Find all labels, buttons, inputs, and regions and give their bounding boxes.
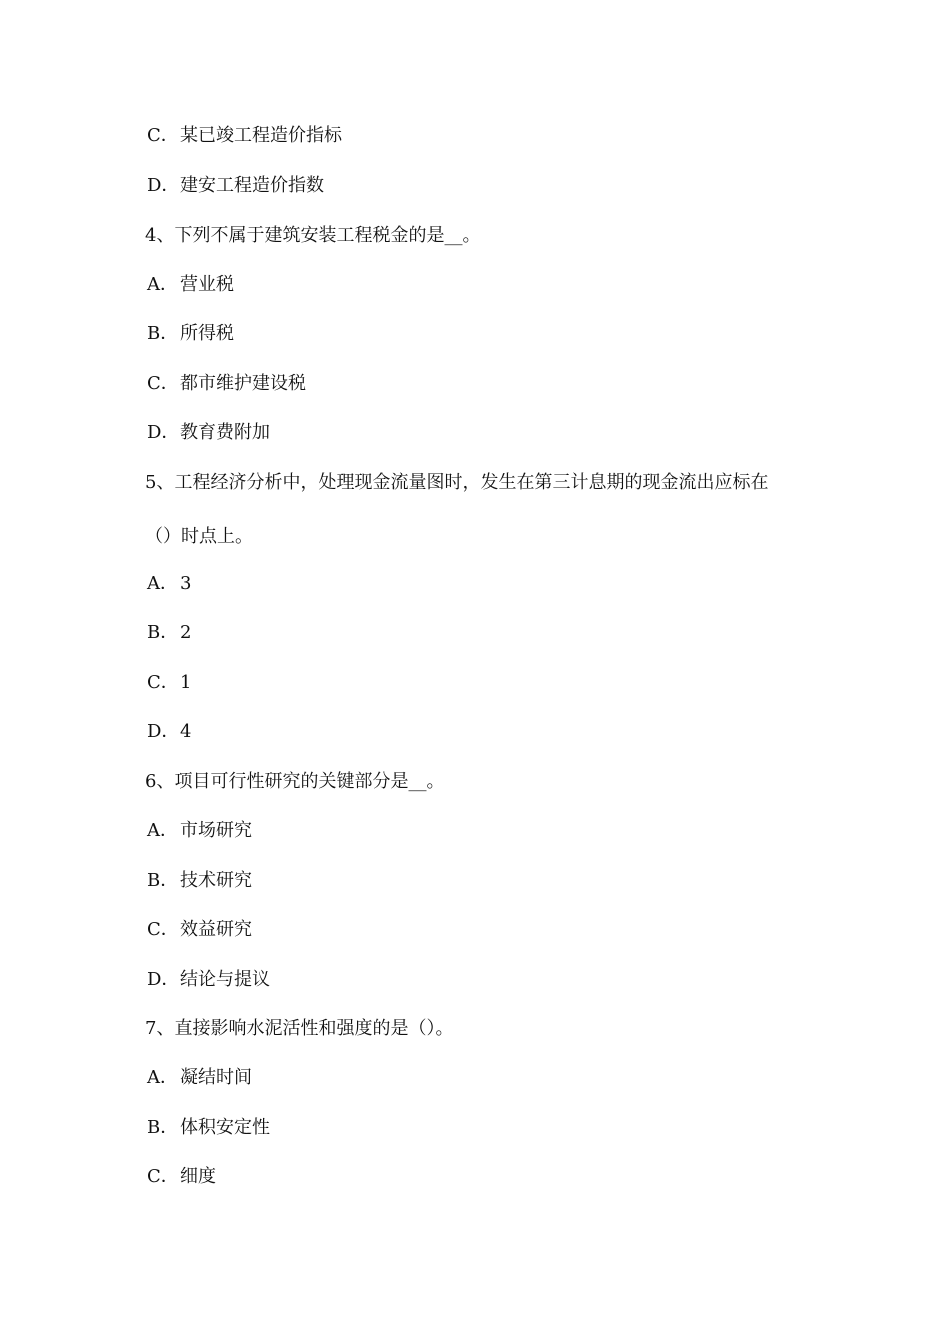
option-text: 1	[180, 672, 192, 693]
option-line	[147, 1116, 270, 1140]
option-label: A．	[147, 573, 178, 594]
option-text: 3	[180, 573, 192, 594]
option-line	[147, 720, 191, 744]
option-label: A．	[147, 1067, 178, 1088]
question-text: 5、工程经济分析中，处理现金流量图时，发生在第三计息期的现金流出应标在	[145, 472, 769, 493]
option-text: 效益研究	[180, 919, 252, 940]
option-text: 所得税	[180, 323, 234, 344]
option-line	[147, 421, 270, 445]
option-line	[147, 174, 324, 198]
option-label: D．	[147, 969, 180, 990]
option-line	[147, 1066, 252, 1090]
option-label: B．	[147, 870, 179, 891]
option-text: 教育费附加	[180, 422, 270, 443]
option-line	[147, 671, 191, 695]
question-text: 7、直接影响水泥活性和强度的是（）。	[145, 1018, 454, 1039]
option-text: 某已竣工程造价指标	[180, 125, 342, 146]
option-line	[147, 869, 252, 893]
question-text: （）时点上。	[145, 526, 253, 547]
option-text: 细度	[180, 1166, 216, 1187]
option-text: 凝结时间	[180, 1067, 252, 1088]
option-label: B．	[147, 622, 179, 643]
option-line	[147, 124, 342, 148]
option-text: 市场研究	[180, 820, 252, 841]
option-label: C．	[147, 125, 179, 146]
option-label: B．	[147, 323, 179, 344]
option-line	[147, 918, 252, 942]
option-label: D．	[147, 422, 180, 443]
option-label: B．	[147, 1117, 179, 1138]
option-line	[147, 372, 306, 396]
question-text: 6、项目可行性研究的关键部分是__。	[145, 771, 445, 792]
option-line	[147, 621, 191, 645]
option-text: 2	[180, 622, 192, 643]
option-label: D．	[147, 721, 180, 742]
question-text: 4、下列不属于建筑安装工程税金的是__。	[145, 225, 481, 246]
option-line	[147, 273, 234, 297]
option-text: 营业税	[180, 274, 234, 295]
option-text: 体积安定性	[180, 1117, 270, 1138]
option-label: A．	[147, 820, 178, 841]
option-line	[147, 819, 252, 843]
option-text: 4	[180, 721, 192, 742]
option-text: 都市维护建设税	[180, 373, 306, 394]
option-label: C．	[147, 1166, 179, 1187]
option-line	[147, 1165, 216, 1189]
option-label: C．	[147, 919, 179, 940]
option-line	[147, 572, 191, 596]
option-label: D．	[147, 175, 180, 196]
option-label: C．	[147, 373, 179, 394]
option-line	[147, 968, 270, 992]
option-line	[147, 322, 234, 346]
option-text: 技术研究	[180, 870, 252, 891]
option-text: 结论与提议	[180, 969, 270, 990]
option-label: C．	[147, 672, 179, 693]
option-label: A．	[147, 274, 178, 295]
option-text: 建安工程造价指数	[180, 175, 324, 196]
